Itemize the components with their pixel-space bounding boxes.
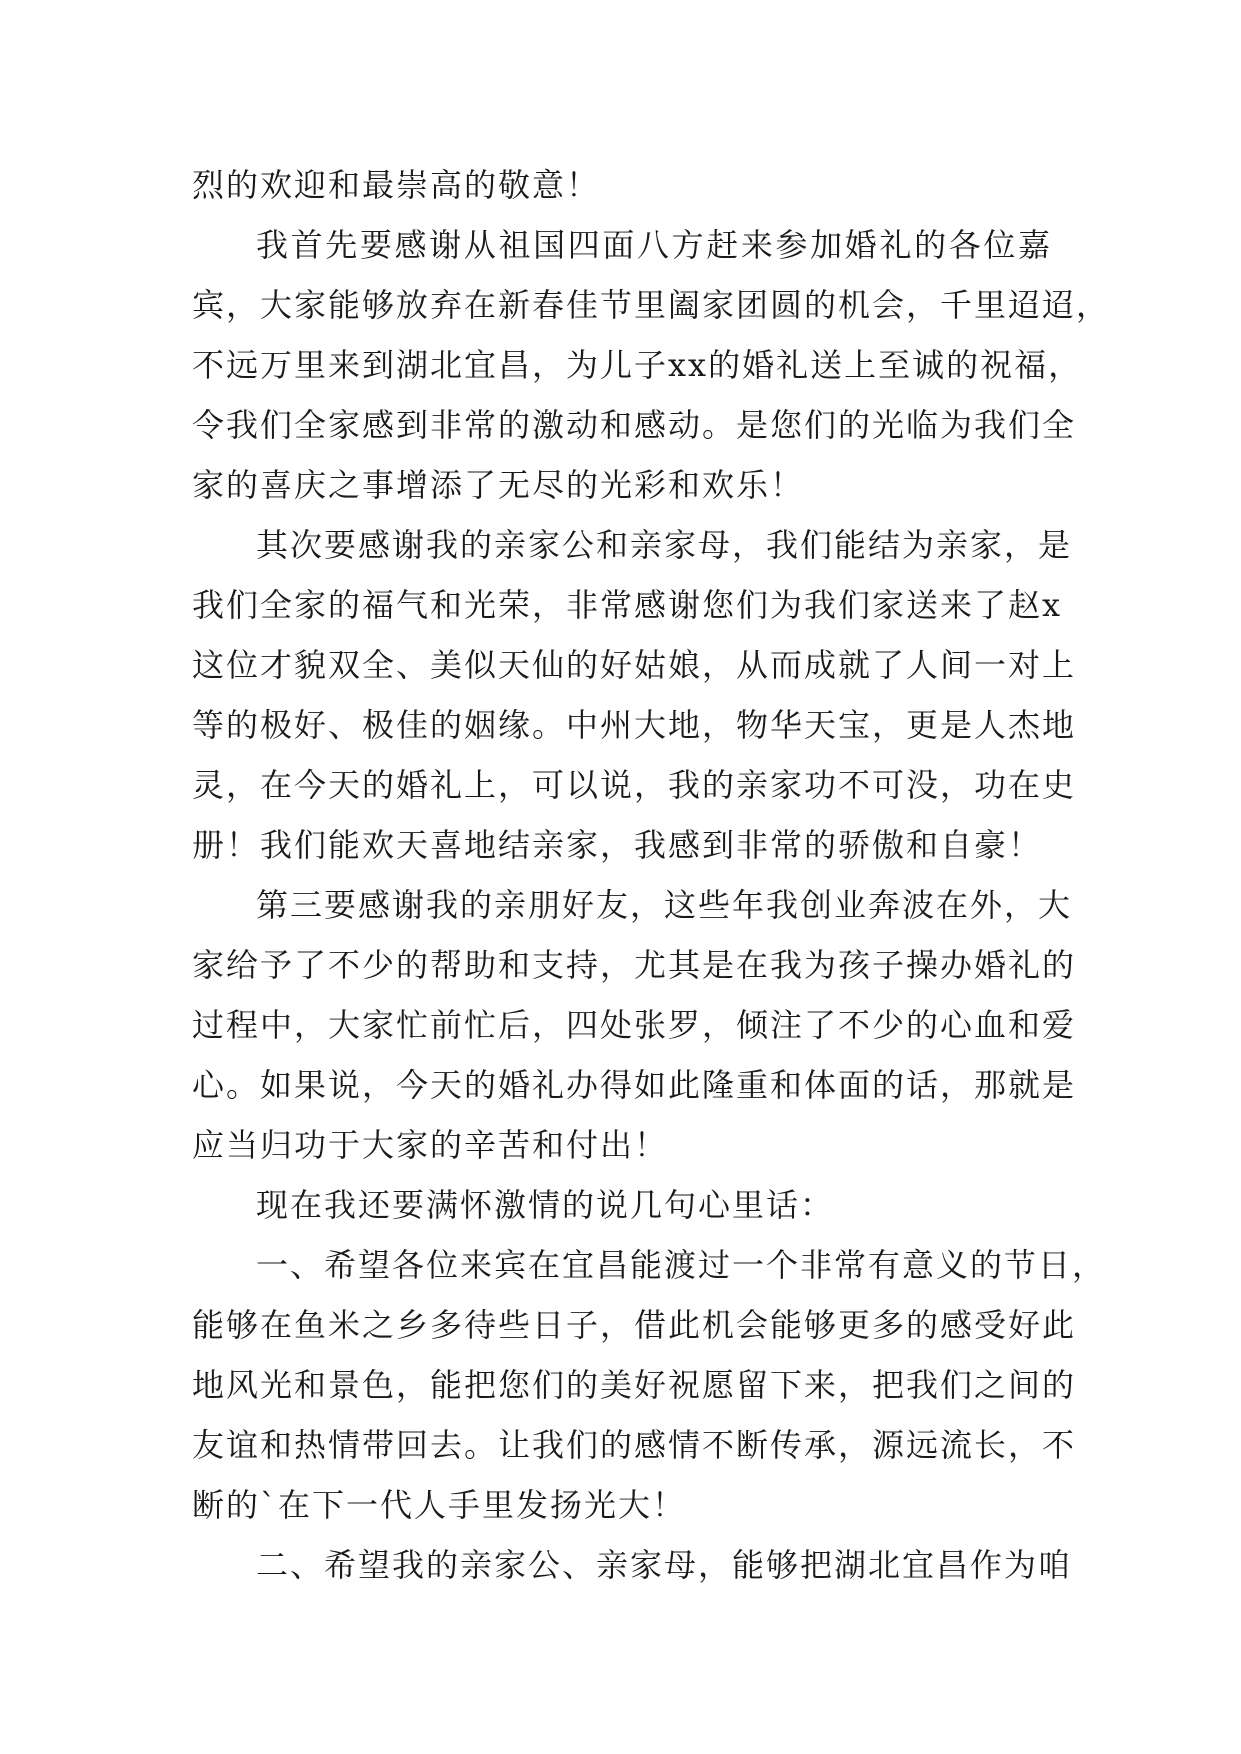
text-line: 家给予了不少的帮助和支持，尤其是在我为孩子操办婚礼的 bbox=[192, 946, 1077, 984]
text-line: 友谊和热情带回去。让我们的感情不断传承，源远流长，不 bbox=[192, 1426, 1077, 1464]
document-body bbox=[192, 155, 1111, 1595]
text-line: 不远万里来到湖北宜昌，为儿子xx的婚礼送上至诚的祝福， bbox=[192, 346, 1083, 384]
text-line: 二、希望我的亲家公、亲家母，能够把湖北宜昌作为咱 bbox=[256, 1546, 1073, 1584]
text-line: 过程中，大家忙前忙后，四处张罗，倾注了不少的心血和爱 bbox=[192, 1006, 1077, 1044]
text-line: 这位才貌双全、美似天仙的好姑娘，从而成就了人间一对上 bbox=[192, 646, 1077, 684]
text-line: 令我们全家感到非常的激动和感动。是您们的光临为我们全 bbox=[192, 406, 1077, 444]
text-line: 一、希望各位来宾在宜昌能渡过一个非常有意义的节日， bbox=[256, 1246, 1107, 1284]
text-line: 心。如果说，今天的婚礼办得如此隆重和体面的话，那就是 bbox=[192, 1066, 1077, 1104]
text-line: 家的喜庆之事增添了无尽的光彩和欢乐！ bbox=[192, 466, 805, 504]
text-line: 我们全家的福气和光荣，非常感谢您们为我们家送来了赵x bbox=[192, 586, 1063, 624]
text-line: 地风光和景色，能把您们的美好祝愿留下来，把我们之间的 bbox=[192, 1366, 1077, 1404]
text-line: 现在我还要满怀激情的说几句心里话： bbox=[256, 1186, 835, 1224]
text-line: 宾，大家能够放弃在新春佳节里阖家团圆的机会，千里迢迢， bbox=[192, 286, 1111, 324]
text-line: 能够在鱼米之乡多待些日子，借此机会能够更多的感受好此 bbox=[192, 1306, 1077, 1344]
text-line: 我首先要感谢从祖国四面八方赶来参加婚礼的各位嘉 bbox=[256, 226, 1052, 264]
text-line: 第三要感谢我的亲朋好友，这些年我创业奔波在外，大 bbox=[256, 886, 1073, 924]
text-line: 等的极好、极佳的姻缘。中州大地，物华天宝，更是人杰地 bbox=[192, 706, 1077, 744]
text-line: 断的`在下一代人手里发扬光大！ bbox=[192, 1486, 687, 1524]
text-line: 灵，在今天的婚礼上，可以说，我的亲家功不可没，功在史 bbox=[192, 766, 1077, 804]
text-line: 册！我们能欢天喜地结亲家，我感到非常的骄傲和自豪！ bbox=[192, 826, 1043, 864]
text-line: 其次要感谢我的亲家公和亲家母，我们能结为亲家，是 bbox=[256, 526, 1073, 564]
text-line: 应当归功于大家的辛苦和付出！ bbox=[192, 1126, 669, 1164]
text-line: 烈的欢迎和最崇高的敬意！ bbox=[192, 166, 601, 204]
